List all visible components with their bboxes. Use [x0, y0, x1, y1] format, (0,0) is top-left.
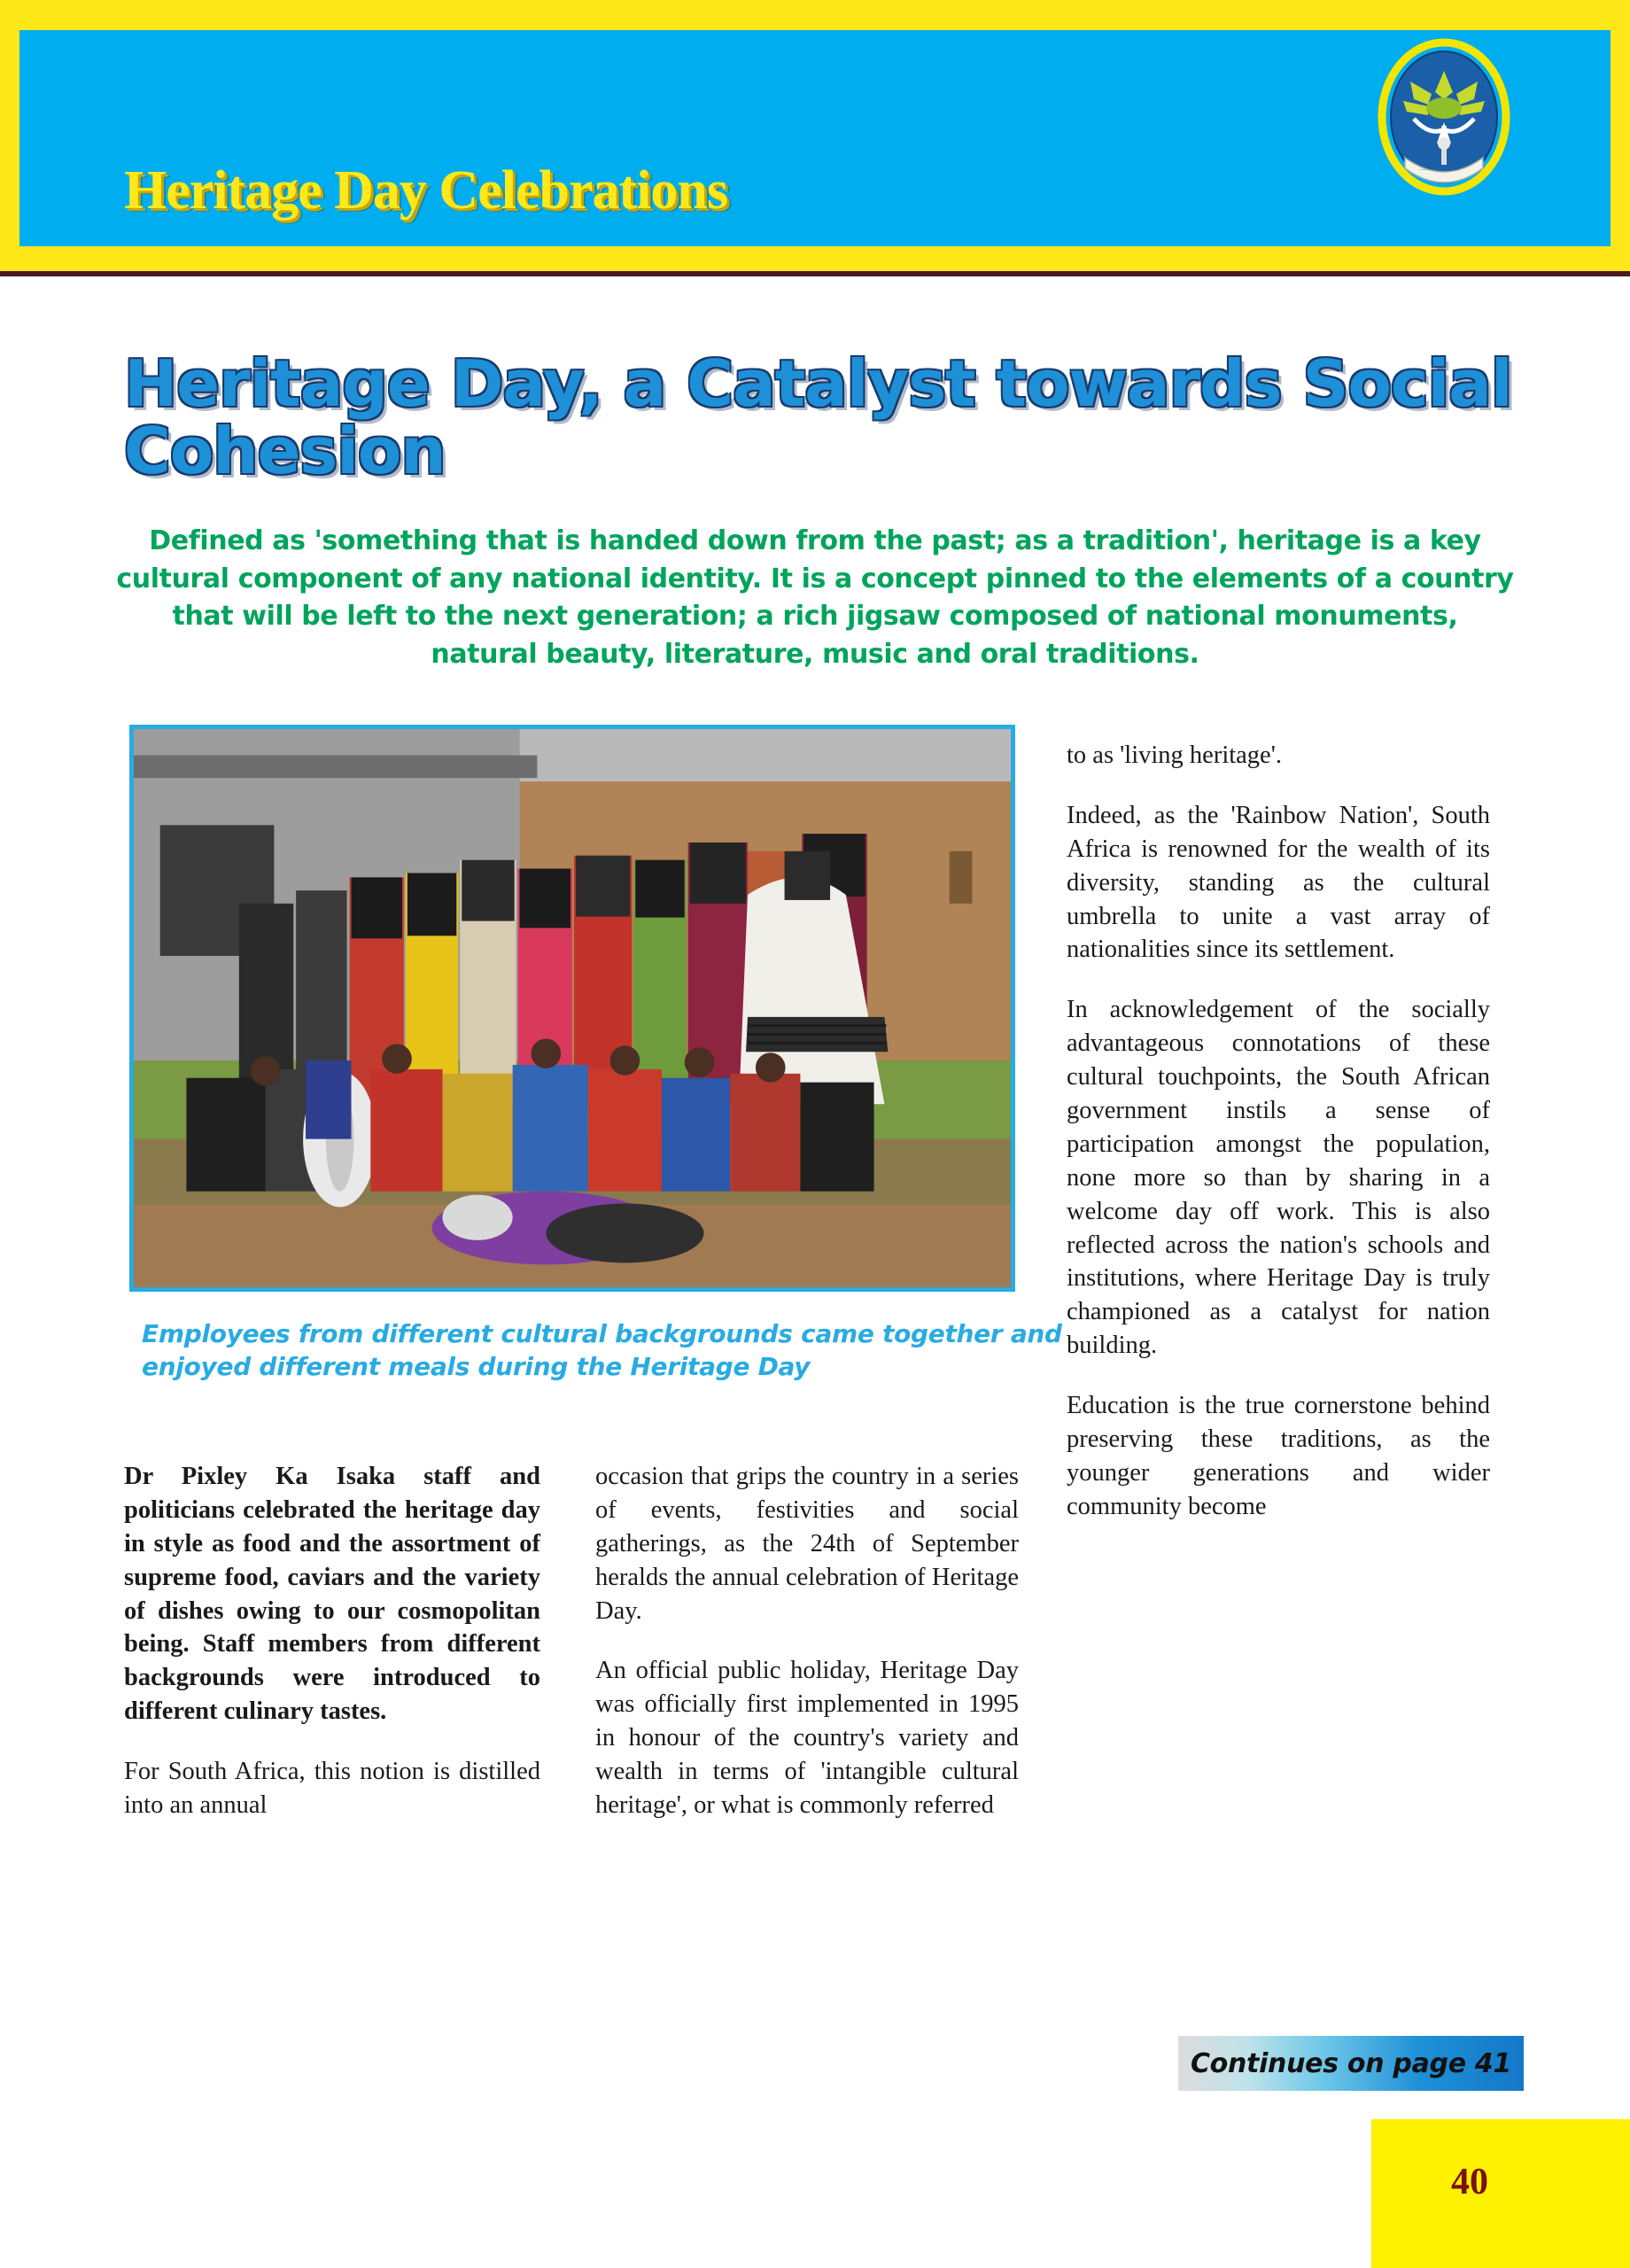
svg-text:·····: ····· — [1449, 167, 1460, 174]
svg-text:·····: ····· — [1419, 167, 1430, 174]
body-column-left — [124, 1460, 540, 1822]
photo-caption: Employees from different cultural backgrounds came together and enjoyed different meals during the Heritage Day — [142, 1319, 1062, 1381]
page-number: 40 — [1451, 2162, 1488, 2202]
paragraph: Indeed, as the 'Rainbow Nation', South Africa is renowned for the wealth of its diversity, standing as the cultural umbrella to unite a vast array of nationalities since its settlement. — [1067, 801, 1490, 964]
article-standfirst: Defined as 'something that is handed down from the past; as a tradition', heritage is a key cultural component of any national identity. It is a concept pinned to the elements of a country that will be left to the next generation; a rich jigsaw composed of national monuments, natural beauty, literature, music and oral traditions. — [116, 525, 1514, 670]
continues-banner[interactable] — [1178, 2036, 1524, 2091]
body-column-middle — [595, 1460, 1019, 1822]
paragraph: An official public holiday, Heritage Day was officially first implemented in 1995 in honour of the country's variety and wealth in terms of 'intangible cultural heritage', or what is commonly referred — [595, 1657, 1019, 1820]
masthead-band — [0, 0, 1630, 275]
paragraph: occasion that grips the country in a series of events, festivities and social gatherings, as the 24th of September heralds the annual celebration of Heritage Day. — [595, 1463, 1019, 1625]
paragraph: In acknowledgement of the socially advantageous connotations of these cultural touchpoints, the South African government instils a sense of participation amongst the population, none more so than by sharing in a welcome day off work. This is also reflected across the nation's schools and institutions, where Heritage Day is truly championed as a catalyst for nation building. — [1067, 996, 1490, 1360]
page-title: Heritage Day, a Catalyst towards Social Cohesion — [124, 346, 1512, 488]
article-photo — [129, 725, 1015, 1292]
body-column-right — [1067, 739, 1490, 1524]
paragraph: to as 'living heritage'. — [1067, 742, 1282, 769]
section-title: Heritage Day Celebrations — [124, 160, 727, 221]
continues-label: Continues on page 41 — [1190, 2047, 1512, 2079]
paragraph: Dr Pixley Ka Isaka staff and politicians celebrated the heritage day in style as food and the assortment of supreme food, caviars and the variety of dishes owing to our cosmopolitan being. Staff members from different backgrounds were introduced to different culinary tastes. — [124, 1463, 540, 1726]
paragraph: Education is the true cornerstone behind preserving these traditions, as the younger generations and wider community become — [1067, 1392, 1490, 1520]
masthead-dark-rule — [0, 271, 1630, 276]
masthead-top-rule — [0, 0, 1630, 19]
paragraph: For South Africa, this notion is distilled into an annual — [124, 1758, 540, 1820]
government-coat-of-arms-emblem — [1364, 37, 1524, 197]
page-number-box — [1371, 2119, 1630, 2268]
